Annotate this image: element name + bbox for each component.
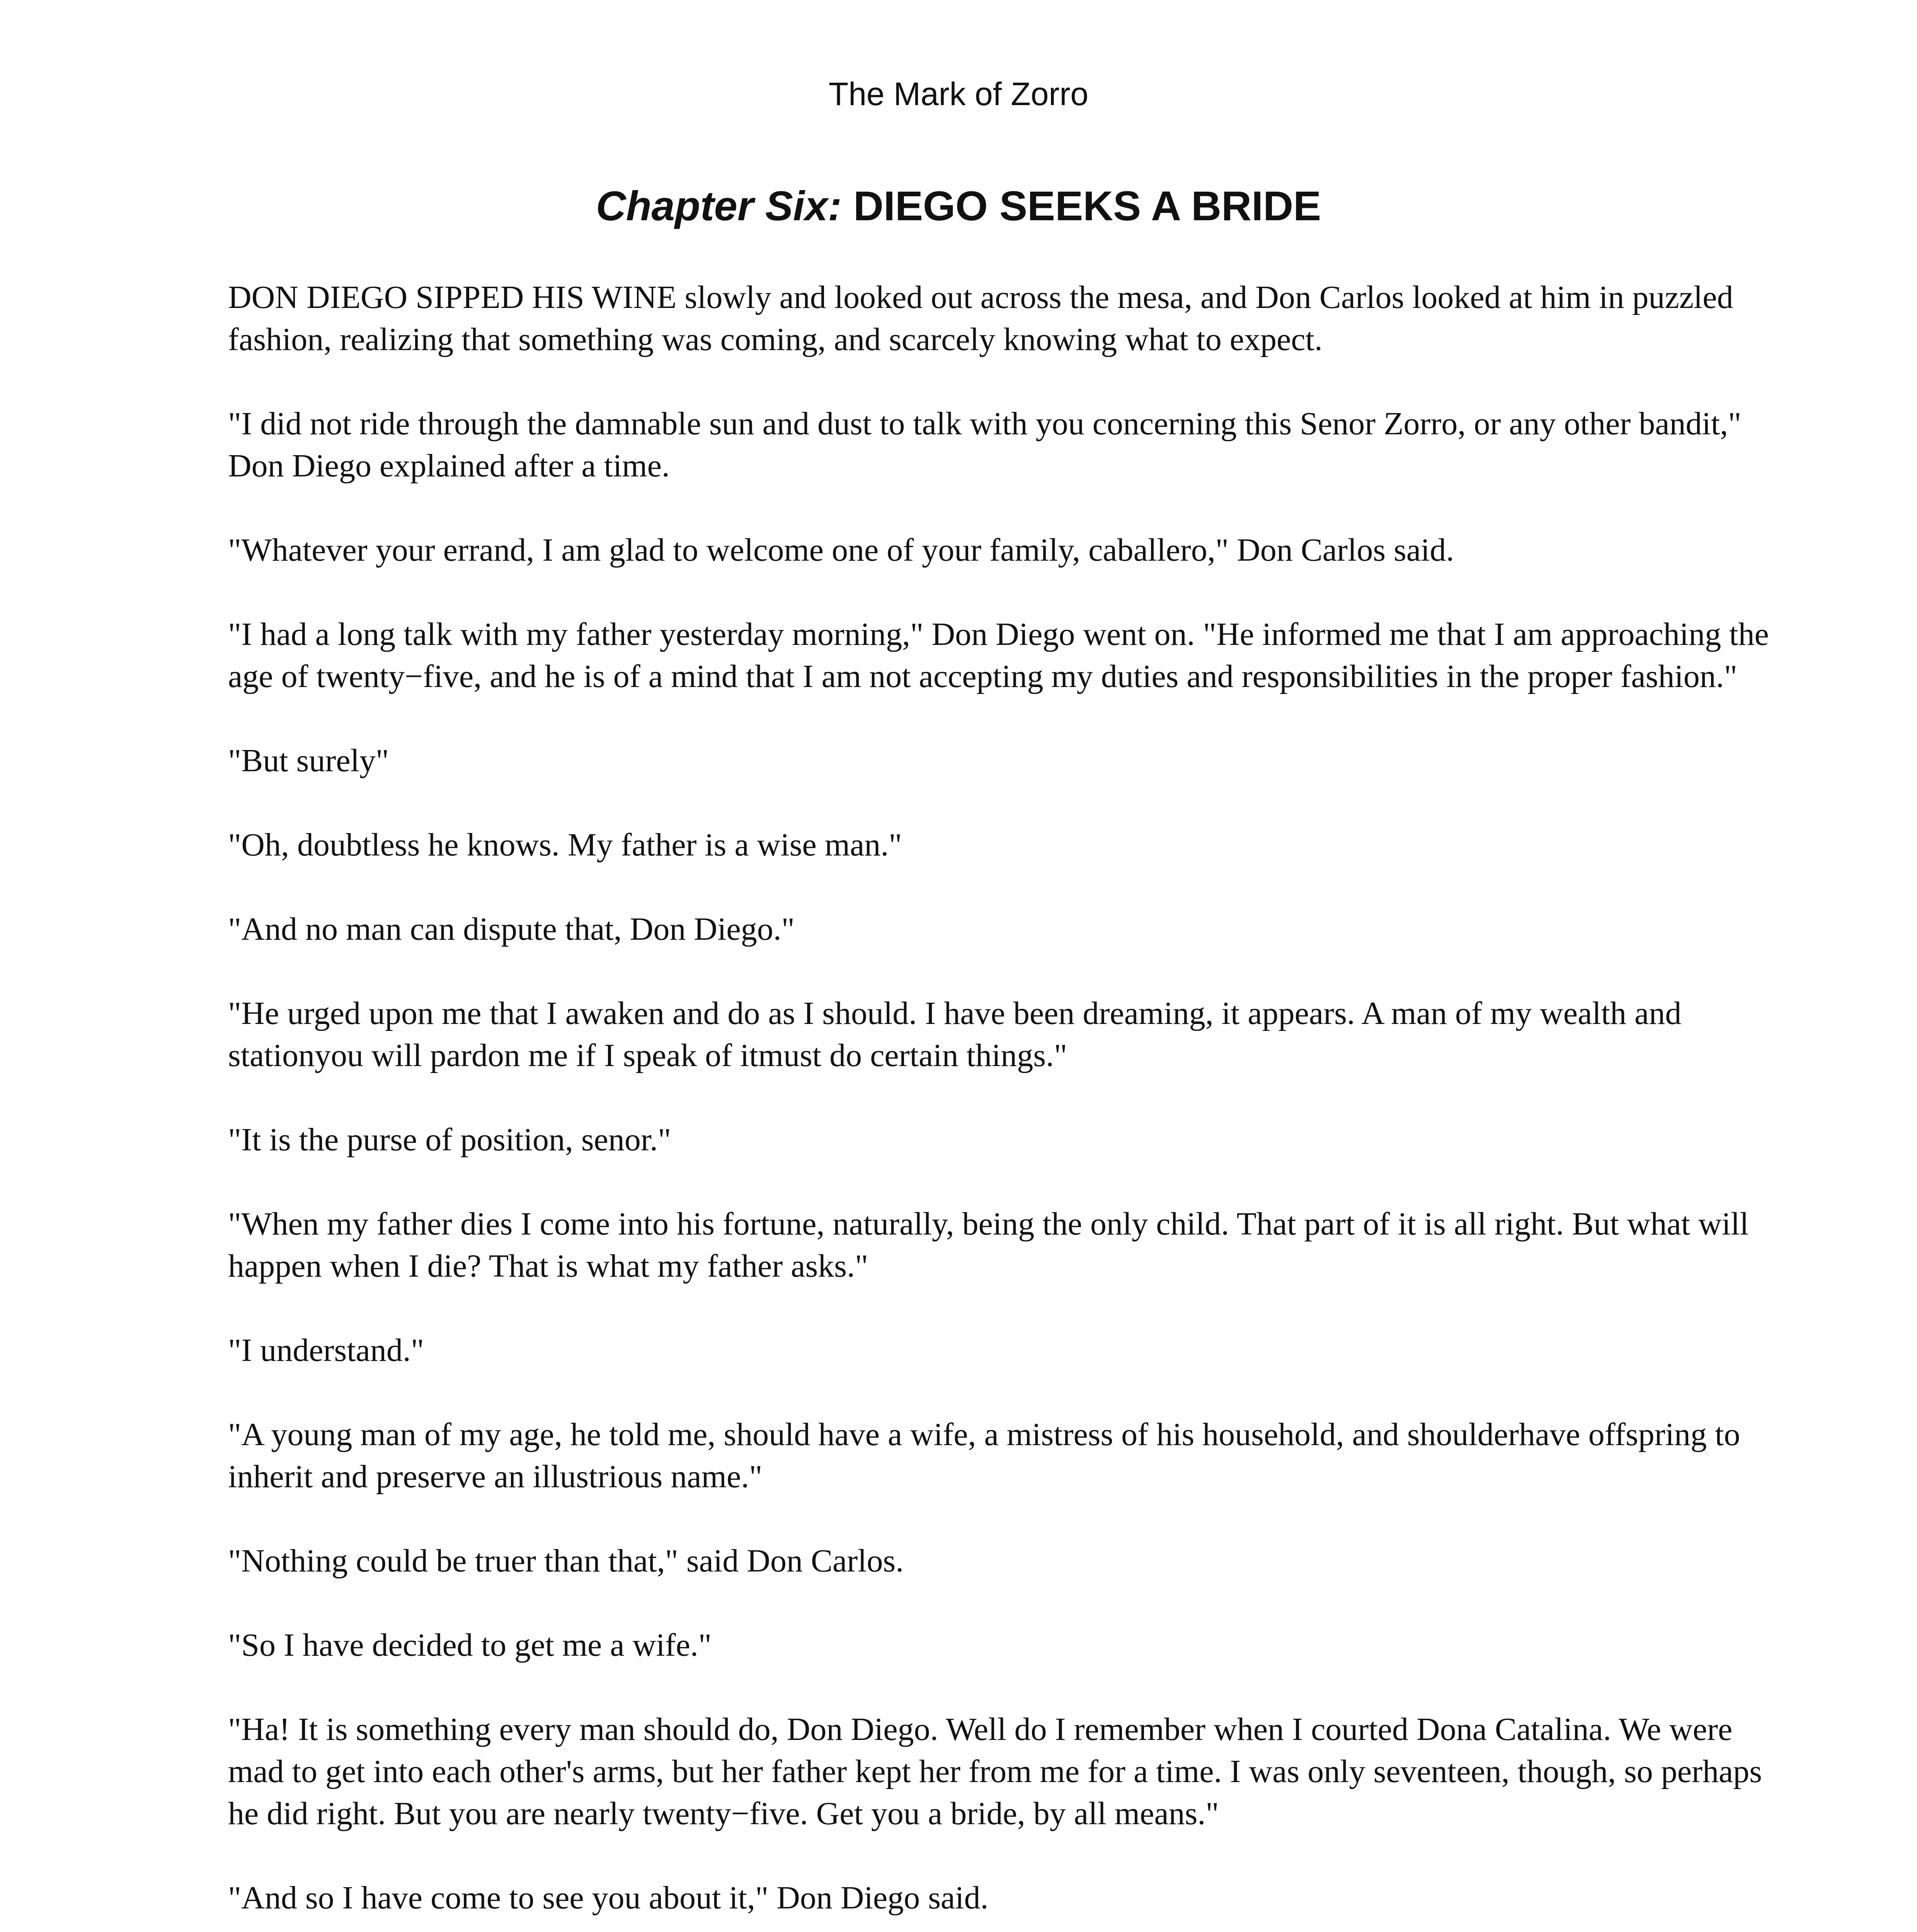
paragraph: "I did not ride through the damnable sun and dust to talk with you concerning this Senor Zorro, or any other bandit," Don Diego explained after a time.	[228, 406, 1742, 484]
paragraph: "When my father dies I come into his fortune, naturally, being the only child. That part of it is all right. But what will happen when I die? That is what my father asks."	[228, 1206, 1749, 1284]
paragraph: "But surely"	[228, 743, 389, 779]
chapter-number: Chapter Six:	[596, 182, 842, 229]
paragraph: "I understand."	[228, 1332, 424, 1368]
chapter-title	[0, 182, 1917, 230]
paragraph: "So I have decided to get me a wife."	[228, 1627, 712, 1663]
paragraph: "Oh, doubtless he knows. My father is a wise man."	[228, 827, 902, 863]
paragraph: "I had a long talk with my father yesterday morning," Don Diego went on. "He informed me that I am approaching the age of twenty−five, and he is of a mind that I am not accepting my duties and responsibilities in the proper fashion."	[228, 616, 1769, 694]
chapter-body	[228, 276, 1770, 1932]
paragraph: DON DIEGO SIPPED HIS WINE slowly and looked out across the mesa, and Don Carlos looked at him in puzzled fashion, realizing that something was coming, and scarcely knowing what to expect.	[228, 279, 1733, 357]
paragraph: "Nothing could be truer than that," said Don Carlos.	[228, 1543, 904, 1579]
paragraph: "And no man can dispute that, Don Diego."	[228, 911, 795, 947]
paragraph: "And so I have come to see you about it," Don Diego said.	[228, 1880, 989, 1916]
paragraph: "He urged upon me that I awaken and do as I should. I have been dreaming, it appears. A man of my wealth and stationyou will pardon me if I speak of itmust do certain things."	[228, 995, 1682, 1073]
chapter-name: DIEGO SEEKS A BRIDE	[853, 182, 1321, 229]
running-header: The Mark of Zorro	[828, 76, 1089, 112]
paragraph: "It is the purse of position, senor."	[228, 1122, 671, 1158]
paragraph: "Whatever your errand, I am glad to welcome one of your family, caballero," Don Carlos said.	[228, 532, 1454, 568]
paragraph: "A young man of my age, he told me, should have a wife, a mistress of his household, and shoulderhave offspring to inherit and preserve an illustrious name."	[228, 1417, 1740, 1495]
paragraph: "Ha! It is something every man should do, Don Diego. Well do I remember when I courted Dona Catalina. We were mad to get into each other's arms, but her father kept her from me for a time. I was only seventeen, though, so perhaps he did right. But you are nearly twenty−five. Get you a bride, by all means."	[228, 1711, 1762, 1832]
